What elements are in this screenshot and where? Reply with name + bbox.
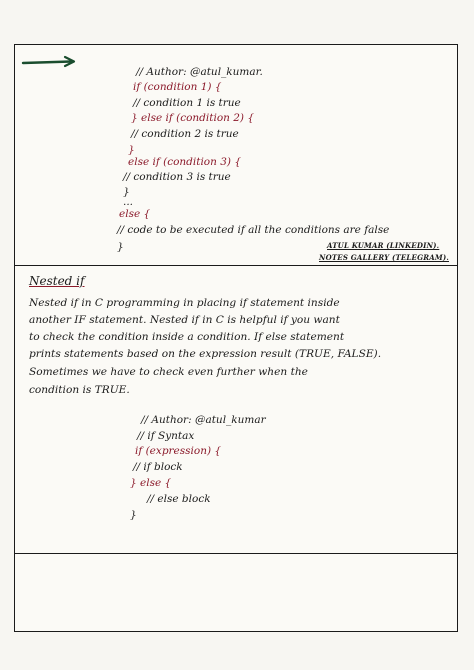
code-ellipsis: ...	[123, 196, 134, 208]
code-close-1: }	[128, 144, 135, 156]
arrow-icon	[21, 55, 77, 69]
notes-page	[14, 44, 458, 632]
paragraph-line: to check the condition inside a condition. If else statement	[29, 331, 345, 343]
credit-linkedin: ATUL KUMAR (LINKEDIN).	[327, 241, 440, 250]
code-close: }	[130, 509, 137, 521]
code-else-line: else {	[119, 208, 151, 220]
paragraph-line: Sometimes we have to check even further when the	[29, 366, 308, 378]
bottom-divider	[15, 553, 457, 554]
code-author-comment: // Author: @atul_kumar	[141, 414, 266, 426]
paragraph-line: Nested if in C programming in placing if statement inside	[29, 297, 340, 309]
code-if-line: if (condition 1) {	[133, 81, 222, 93]
code-author-comment: // Author: @atul_kumar.	[136, 66, 263, 78]
code-else-comment: // code to be executed if all the conditions are false	[117, 224, 390, 236]
paragraph-line: prints statements based on the expression result (TRUE, FALSE).	[29, 348, 382, 360]
code-else-if-1: } else if (condition 2) {	[131, 112, 255, 124]
code-close-2: }	[123, 186, 130, 198]
code-else-block-comment: // else block	[147, 493, 211, 505]
code-comment-1: // condition 1 is true	[133, 97, 241, 109]
code-if-block-comment: // if block	[133, 461, 183, 473]
code-else-line: } else {	[130, 477, 172, 489]
code-syntax-comment: // if Syntax	[137, 430, 195, 442]
code-close-3: }	[117, 241, 124, 253]
code-comment-2: // condition 2 is true	[131, 128, 239, 140]
code-else-if-2: else if (condition 3) {	[128, 156, 242, 168]
section-divider	[15, 265, 457, 266]
code-if-line: if (expression) {	[135, 445, 222, 457]
code-comment-3: // condition 3 is true	[123, 171, 231, 183]
paragraph-line: another IF statement. Nested if in C is helpful if you want	[29, 314, 340, 326]
paragraph-line: condition is TRUE.	[29, 384, 130, 396]
credit-telegram: NOTES GALLERY (TELEGRAM).	[319, 253, 449, 262]
section-heading: Nested if	[29, 274, 85, 288]
